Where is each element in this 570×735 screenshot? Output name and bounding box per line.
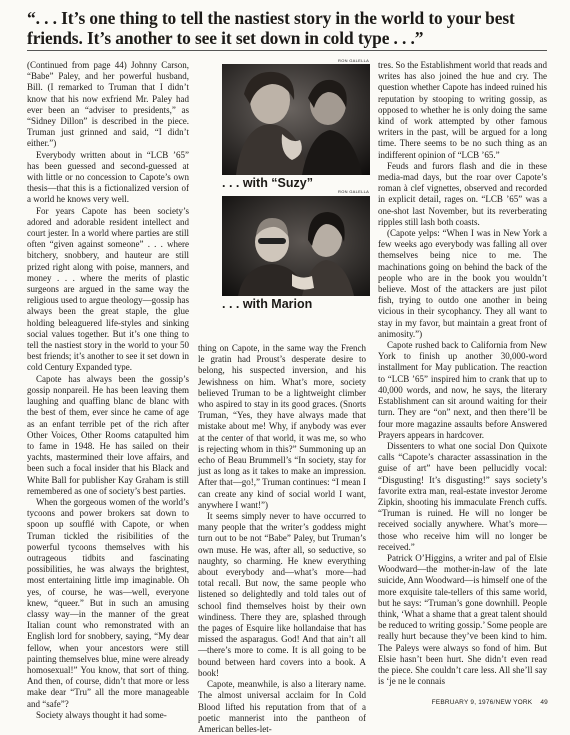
paragraph: Everybody written about in “LCB ’65” has been guessed and second-guessed at with little or no concession to Capote’s own thesis—that this is a fictionalized version of a world he knows very well. bbox=[27, 149, 189, 205]
paragraph: (Capote yelps: “When I was in New York a few weeks ago everybody was falling all over themselves being nice to me. The machinations going on behind the back of the people who are in the book you wouldn’t believe. Most of the attackers are just pilot fish, trying to outdo one another in being vicious in their sycophancy. They all want to stay in my favor, but maintain a great front of animosity.”) bbox=[378, 228, 547, 339]
photo-caption-bottom: . . . with Marion bbox=[222, 297, 313, 311]
paragraph: Capote has always been the gossip’s gossip nonpareil. He has been leaving them laughing and quaffing blanc de blanc with the best of them, ever since he came of age as an enfant terrible pet of the rich after Other Voices, Other Rooms catapulted him to fame in 1948. He has sailed on their yachts, mastermined their love affairs, and been such a focal insider that his Black and White Ball for publisher Kay Graham is still remembered as one of society’s best parties. bbox=[27, 373, 189, 496]
paragraph: tres. So the Establishment world that reads and writes has also joined the hue and cry. The question whether Capote has indeed ruined his reputation by stooping to writing gossip, as opposed to whether he is only doing the same kind of work attempted by other famous writers in the past, will be argued for a long time. There seems to be no such thing as an indifferent opinion of “LCB ’65.” bbox=[378, 60, 547, 160]
article-column-1 bbox=[27, 60, 189, 720]
photo-credit-top: RON GALELLA bbox=[338, 58, 370, 63]
paragraph: (Continued from page 44) Johnny Carson, “Babe” Paley, and her powerful husband, Bill. (I remarked to Truman that I didn’t know that his now exfriend Mr. Paley had ever been an “adviser to presidents,” as “Sidney Dillon” is described in the piece. Truman just grinned and said, “I didn’t either.”) bbox=[27, 60, 189, 149]
photo-credit-bottom: RON GALELLA bbox=[338, 189, 370, 194]
paragraph: Dissenters to what one social Don Quixote calls “Capote’s character assassination in the guise of art” have been pellucidly vocal: “Disgusting! It’s disgusting!” says society’s favorite extra man, real-estate investor Jerome Zipkin, shooting his immaculate French cuffs. “Truman is ruined. He will no longer be received socially anywhere. What’s more—those who receive him will no longer be received.” bbox=[378, 440, 547, 552]
paragraph: thing on Capote, in the same way the French le gratin had Proust’s desperate desire to belong, his suspected inversion, and his Jewishness on him. What’s more, society believed Truman to be a lightweight climber who aspired to stay in its good graces. (Snorts Truman, “Yes, they have always made that mistake about me! Why, if anybody was ever at the center of that world, it was me, so who is rejecting whom in this?” Summoning up an echo of Beau Brummell’s “In society, stay for just as long as it takes to make an impression. After that—go!,” Truman continues: “I mean I can create any kind of social world I want, anywhere I want!”) bbox=[198, 343, 366, 510]
pull-quote: “. . . It’s one thing to tell the nastiest story in the world to your best friends. It’s another to see it set down in cold type . . .” bbox=[27, 8, 515, 48]
photo-bottom bbox=[222, 196, 370, 296]
paragraph: For years Capote has been society’s adored and adorable resident intellect and court jester. In a world where parties are still often “given against someone” . . . where bitchery, snobbery, and hauteur are still prized right along with poise, manners, and money . . . where the merits of plastic surgeons are argued in the same way the religious used to argue theology—gossip has always been the great staple, the glue holding beleaguered life-styles and sinking social values together. But it’s one thing to tell the nastiest story in the world to your 50 best friends; it’s another to see it set down in cold Century Expanded type. bbox=[27, 205, 189, 373]
paragraph: Patrick O’Higgins, a writer and pal of Elsie Woodward—the mother-in-law of the late suicide, Ann Woodward—is himself one of the more exquisite tale-tellers of this same world, but he says: “Truman’s gone downhill. People think, ‘What a shame that a great talent should be reduced to writing gossip.’ Some people are really hurt because they’ve been kind to him. The Paleys were always so fond of him. But Elsie hasn’t been hurt. She didn’t even read the piece. She couldn’t care less. All she’ll say is ‘je ne le connais bbox=[378, 552, 547, 687]
paragraph: Capote rushed back to California from New York to finish up another 30,000-word installment for May publication. The reaction to “LCB ’65” inspired him to crank that up to 40,000 words, and now, he says, the literary Establishment can sit around waiting for their turn. They are “on” next, and then there’ll be four more magazine assaults before Answered Prayers appears in hardcover. bbox=[378, 340, 547, 440]
paragraph: Society always thought it had some- bbox=[36, 709, 167, 720]
article-column-2 bbox=[198, 343, 366, 734]
photo-caption-top: . . . with “Suzy” bbox=[222, 176, 313, 190]
photo-top bbox=[222, 64, 370, 175]
paragraph: Feuds and furors flash and die in these media-mad days, but the roar over Capote’s roman à clef vignettes, observed and recorded in explicit detail, rages on. “LCB ’65” was a one-shot last November, but its reverberating ripples still lash both coasts. bbox=[378, 160, 547, 227]
paragraph: When the gorgeous women of the world’s tycoons and power brokers sat down to spoon up soufflé with Capote, or when Truman tickled the risibilities of the powerful tycoons themselves with his outrageous tidbits and fascinating possibilities, he was always the brightest, most entertaining little imp imaginable. Oh yes, of course, he was—well, everyone knew, “queer.” But in such an amusing classy way—in the manner of the great Italian count who remonstrated with an English lord for snobbery, saying, “My dear fellow, when your ancestors were still painting themselves blue, mine were already homosexual!” You know, that sort of thing. And then, of course, didn’t that more or less make dear “Tru” all the more manageable and “safe”? bbox=[27, 496, 189, 709]
page-footer: FEBRUARY 9, 1976/NEW YORK 49 bbox=[431, 699, 548, 706]
header-rule bbox=[27, 50, 547, 51]
article-column-3 bbox=[378, 60, 547, 685]
paragraph: Capote, meanwhile, is also a literary name. The almost universal acclaim for In Cold Blood lifted his reputation from that of a poetic mannerist into the pantheon of American belles-let- bbox=[198, 679, 366, 734]
paragraph: It seems simply never to have occurred to many people that the writer’s goddess might turn out to be not “Babe” Paley, but Truman’s own muse. He was, after all, so seductive, so naughty, so charming. He knew everything about everybody and—what’s more—had total recall. But now, the same people who listened so delightedly and told tales out of school find themselves hoist by their own windiness. There they are, splashed through the pages of Esquire like hollandaise that has missed the asparagus. God! And that ain’t all—there’s more to come. It is all going to be bound between hard covers into a book. A book! bbox=[198, 511, 366, 678]
